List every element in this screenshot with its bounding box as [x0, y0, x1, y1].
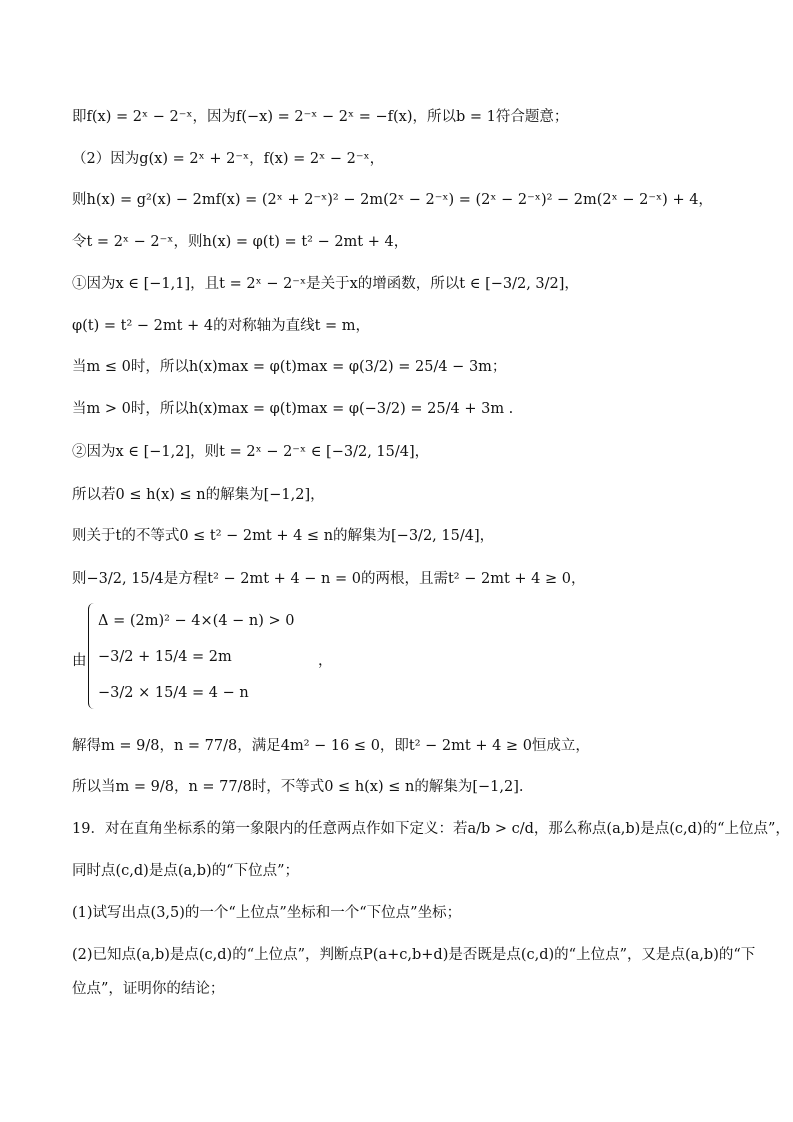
question-19-part-1: (1)试写出点(3,5)的一个“上位点”坐标和一个“下位点”坐标；: [72, 905, 462, 921]
solution-line-2: （2）因为g(x) = 2ˣ + 2⁻ˣ，f(x) = 2ˣ − 2⁻ˣ，: [72, 151, 385, 167]
system-row-3: −3/2 × 15/4 = 4 − n: [98, 685, 249, 701]
question-19-stem-cont: 同时点(c,d)是点(a,b)的“下位点”；: [72, 863, 300, 879]
question-19-part-2: (2)已知点(a,b)是点(c,d)的“上位点”，判断点P(a+c,b+d)是否既是点(c,d)的“上位点”，又是点(a,b)的“下: [72, 947, 756, 963]
solution-line-6: φ(t) = t² − 2mt + 4的对称轴为直线t = m，: [72, 318, 371, 334]
solution-line-13: 解得m = 9/8，n = 77/8，满足4m² − 16 ≤ 0，即t² − 2mt + 4 ≥ 0恒成立，: [72, 738, 590, 754]
system-label: 由: [72, 653, 87, 669]
system-comma: ，: [318, 653, 333, 669]
solution-line-10: 所以若0 ≤ h(x) ≤ n的解集为[−1,2]，: [72, 487, 325, 503]
solution-line-3: 则h(x) = g²(x) − 2mf(x) = (2ˣ + 2⁻ˣ)² − 2m(2ˣ − 2⁻ˣ) = (2ˣ − 2⁻ˣ)² − 2m(2ˣ − 2⁻ˣ) + 4，: [72, 192, 713, 208]
solution-line-12: 则−3/2, 15/4是方程t² − 2mt + 4 − n = 0的两根，且需t² − 2mt + 4 ≥ 0，: [72, 571, 586, 587]
question-19-stem: 19．对在直角坐标系的第一象限内的任意两点作如下定义：若a/b > c/d，那么称点(a,b)是点(c,d)的“上位点”，: [72, 821, 790, 837]
question-19-part-2-cont: 位点”，证明你的结论；: [72, 981, 225, 997]
solution-line-11: 则关于t的不等式0 ≤ t² − 2mt + 4 ≤ n的解集为[−3/2, 15/4]，: [72, 528, 495, 544]
solution-line-5: ①因为x ∈ [−1,1]，且t = 2ˣ − 2⁻ˣ是关于x的增函数，所以t ∈ [−3/2, 3/2]，: [72, 276, 579, 292]
system-row-2: −3/2 + 15/4 = 2m: [98, 649, 232, 665]
solution-line-8: 当m > 0时，所以h(x)max = φ(t)max = φ(−3/2) = 25/4 + 3m .: [72, 401, 514, 417]
solution-line-4: 令t = 2ˣ − 2⁻ˣ，则h(x) = φ(t) = t² − 2mt + 4，: [72, 234, 409, 250]
system-row-1: Δ = (2m)² − 4×(4 − n) > 0: [98, 613, 295, 629]
left-brace: [88, 603, 97, 709]
solution-line-7: 当m ≤ 0时，所以h(x)max = φ(t)max = φ(3/2) = 25/4 − 3m；: [72, 359, 507, 375]
solution-line-1: 即f(x) = 2ˣ − 2⁻ˣ，因为f(−x) = 2⁻ˣ − 2ˣ = −f(x)，所以b = 1符合题意；: [72, 109, 569, 125]
solution-line-9: ②因为x ∈ [−1,2]，则t = 2ˣ − 2⁻ˣ ∈ [−3/2, 15/4]，: [72, 444, 430, 460]
equation-system: [72, 603, 372, 713]
solution-line-14: 所以当m = 9/8，n = 77/8时，不等式0 ≤ h(x) ≤ n的解集为[−1,2].: [72, 779, 524, 795]
